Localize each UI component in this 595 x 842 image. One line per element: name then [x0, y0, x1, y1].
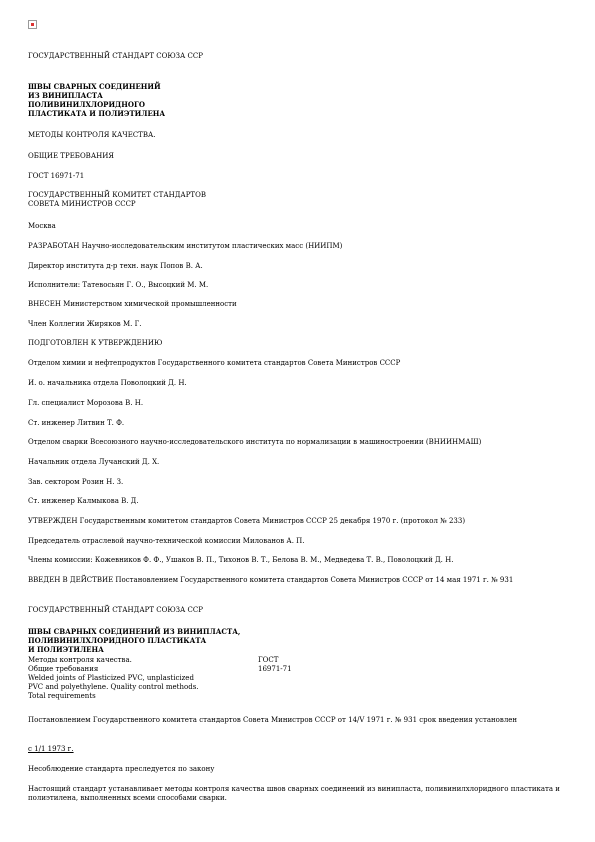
- dept-welding: Отделом сварки Всесоюзного научно-исследовательского института по нормализации в машиностроении (ВНИИНМАШ): [28, 438, 482, 446]
- subtitle-line-2: Общие требования: [28, 665, 99, 673]
- doc-title-line-4: ПЛАСТИКАТА И ПОЛИЭТИЛЕНА: [28, 109, 166, 118]
- chairman: Председатель отраслевой научно-технической комиссии Милованов А. П.: [28, 537, 305, 545]
- senior-engineer-2: Ст. инженер Калмыкова В. Д.: [28, 497, 139, 505]
- commission-members: Члены комиссии: Кожевников Ф. Ф., Ушаков В. П., Тихонов В. Т., Белова В. М., Медведева Т. В., Поволоцкий Д. Н.: [28, 556, 454, 564]
- subtitle-line-5: Total requirements: [28, 692, 96, 700]
- methods-title: МЕТОДЫ КОНТРОЛЯ КАЧЕСТВА.: [28, 131, 156, 139]
- title2-line-1: ШВЫ СВАРНЫХ СОЕДИНЕНИЙ ИЗ ВИНИПЛАСТА,: [28, 627, 241, 636]
- chief-specialist: Гл. специалист Морозова В. Н.: [28, 399, 144, 407]
- prepared-heading: ПОДГОТОВЛЕН К УТВЕРЖДЕНИЮ: [28, 339, 163, 347]
- penalty-notice: Несоблюдение стандарта преследуется по закону: [28, 765, 215, 773]
- subtitle-line-1: Методы контроля качества.: [28, 656, 132, 664]
- dept-chemistry: Отделом химии и нефтепродуктов Государственного комитета стандартов Совета Министров СССР: [28, 359, 401, 367]
- board-member: Член Коллегии Жиряков М. Г.: [28, 320, 142, 328]
- sector-head: Зав. сектором Розин Н. З.: [28, 478, 124, 486]
- title2-line-2: ПОЛИВИНИЛХЛОРИДНОГО ПЛАСТИКАТА: [28, 636, 207, 645]
- general-requirements: ОБЩИЕ ТРЕБОВАНИЯ: [28, 152, 114, 160]
- dept-head: Начальник отдела Лучанский Д. Х.: [28, 458, 160, 466]
- header-title-2: ГОСУДАРСТВЕННЫЙ СТАНДАРТ СОЮЗА ССР: [28, 606, 203, 614]
- subtitle-line-3: Welded joints of Plasticized PVC, unplasticized: [28, 674, 194, 682]
- gost-number: ГОСТ 16971-71: [28, 172, 85, 180]
- committee-line-1: ГОСУДАРСТВЕННЫЙ КОМИТЕТ СТАНДАРТОВ: [28, 191, 206, 199]
- std-label: ГОСТ: [258, 656, 279, 664]
- header-title: ГОСУДАРСТВЕННЫЙ СТАНДАРТ СОЮЗА ССР: [28, 52, 203, 60]
- developed-by: РАЗРАБОТАН Научно-исследовательским институтом пластических масс (НИИПМ): [28, 242, 343, 250]
- scope-paragraph: Настоящий стандарт устанавливает методы контроля качества швов сварных соединений из винипласта, поливинилхлоридного пластиката и полиэтилена, выполненных всеми способами сварки.: [28, 785, 560, 802]
- effective-date: с 1/1 1973 г.: [28, 745, 74, 753]
- committee-line-2: СОВЕТА МИНИСТРОВ СССР: [28, 200, 136, 208]
- acting-head: И. о. начальника отдела Поволоцкий Д. Н.: [28, 379, 187, 387]
- std-number: 16971-71: [258, 665, 292, 673]
- title2-line-3: И ПОЛИЭТИЛЕНА: [28, 645, 104, 654]
- director: Директор института д-р техн. наук Попов В. А.: [28, 262, 203, 270]
- senior-engineer-1: Ст. инженер Литвин Т. Ф.: [28, 419, 125, 427]
- decree: Постановлением Государственного комитета стандартов Совета Министров СССР от 14/V 1971 г. № 931 срок введения установлен: [28, 716, 518, 724]
- enacted: ВВЕДЕН В ДЕЙСТВИЕ Постановлением Государственного комитета стандартов Совета Министров СССР от 14 мая 1971 г. № 931: [28, 576, 514, 584]
- broken-image-icon: [28, 20, 37, 29]
- doc-title-line-1: ШВЫ СВАРНЫХ СОЕДИНЕНИЙ: [28, 82, 161, 91]
- executors: Исполнители: Татевосьян Г. О., Высоцкий М. М.: [28, 281, 209, 289]
- doc-title-line-2: ИЗ ВИНИПЛАСТА: [28, 91, 103, 100]
- subtitle-line-4: PVC and polyethylene. Quality control methods.: [28, 683, 199, 691]
- introduced-by: ВНЕСЕН Министерством химической промышленности: [28, 300, 237, 308]
- approved-by: УТВЕРЖДЕН Государственным комитетом стандартов Совета Министров СССР 25 декабря 1970 г. (протокол № 233): [28, 517, 466, 525]
- city: Москва: [28, 222, 56, 230]
- doc-title-line-3: ПОЛИВИНИЛХЛОРИДНОГО: [28, 100, 145, 109]
